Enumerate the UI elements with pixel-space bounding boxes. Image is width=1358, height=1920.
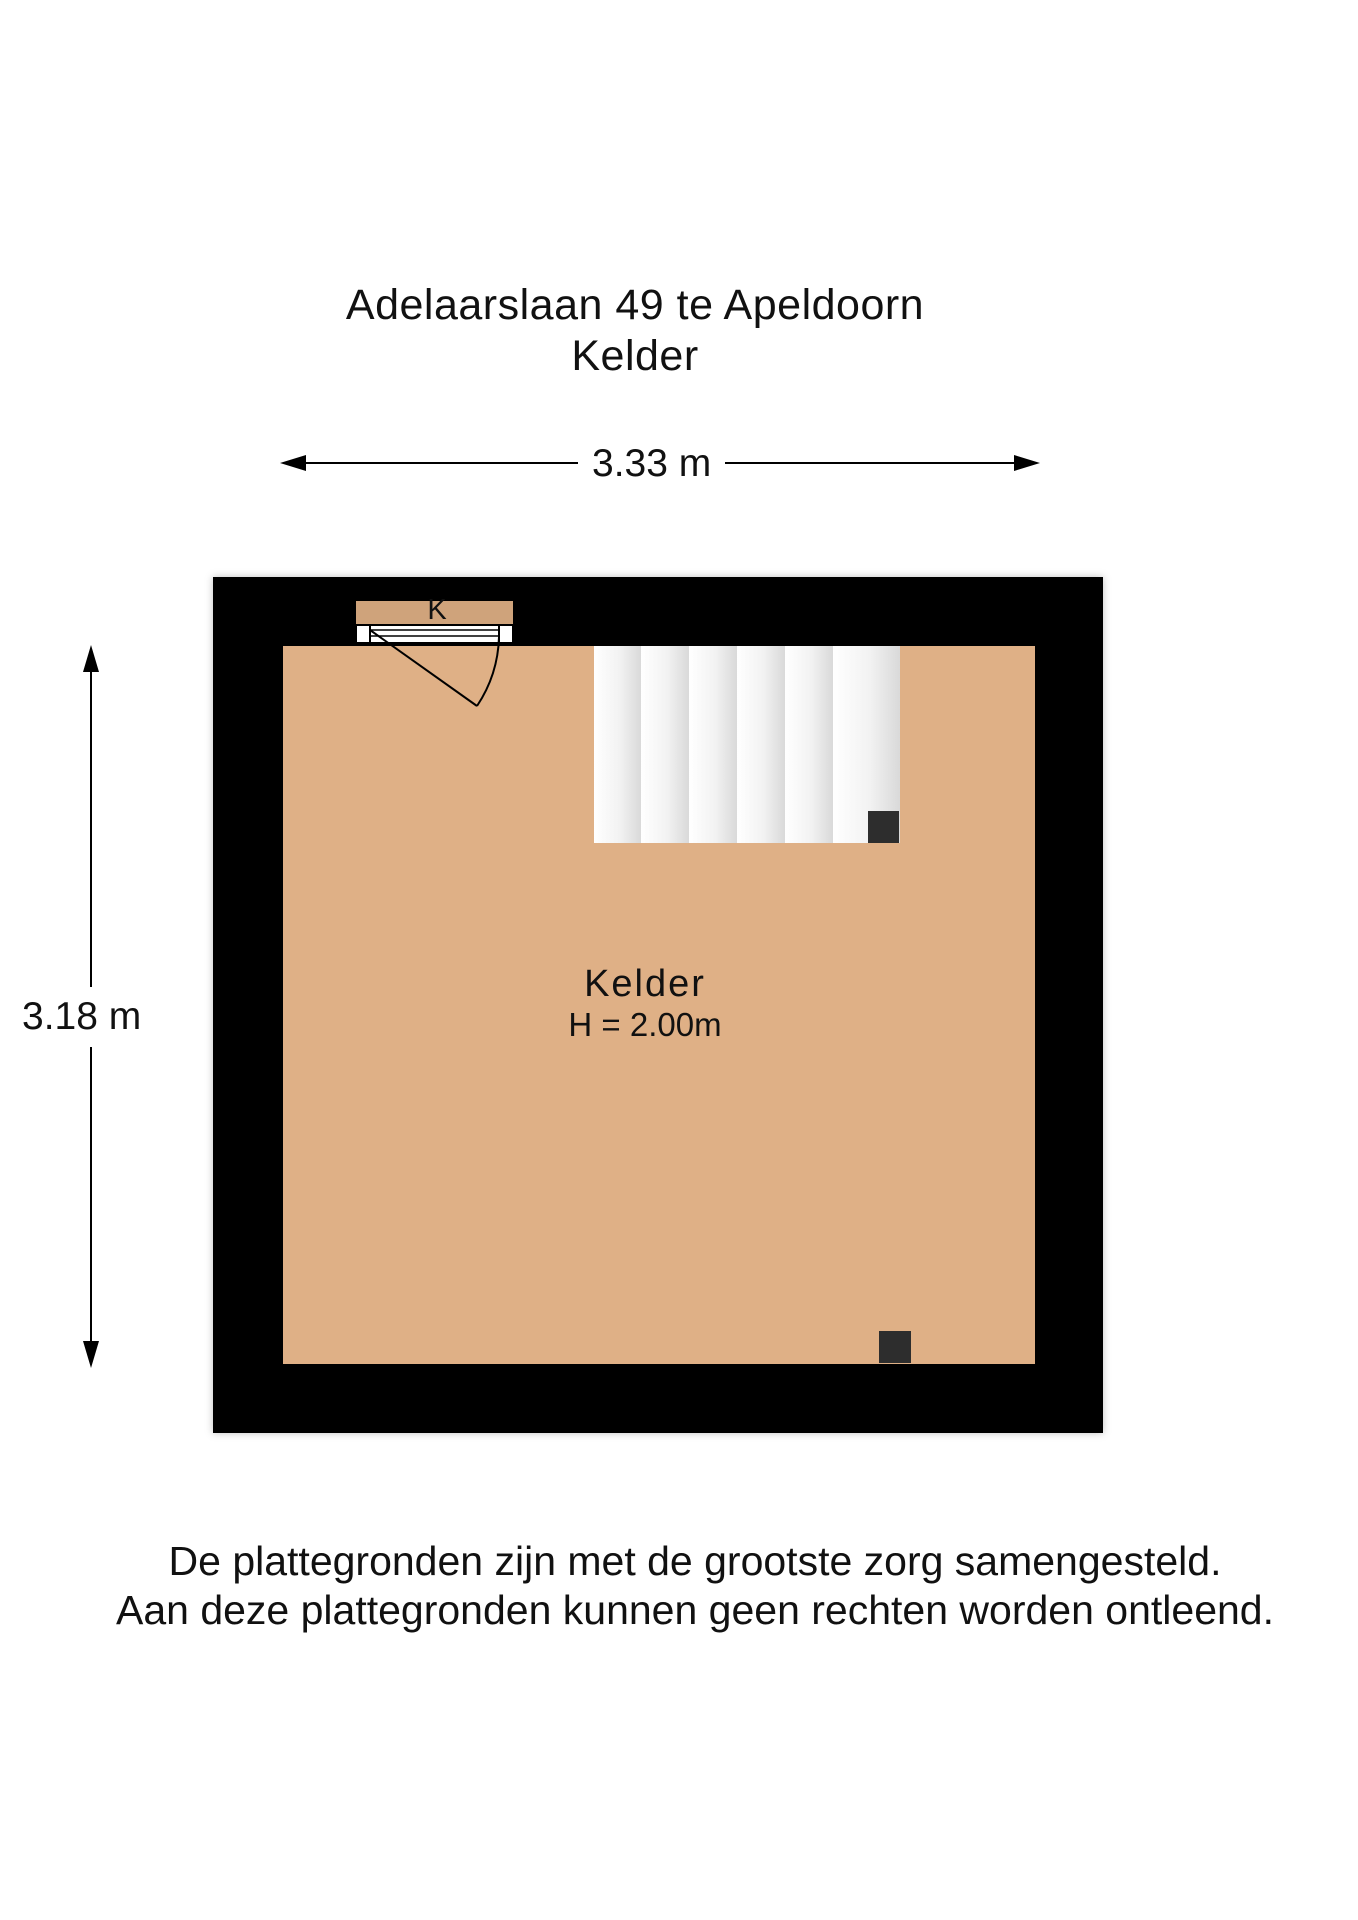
staircase-icon: [594, 646, 900, 843]
arrow-right-icon: [1014, 455, 1040, 471]
disclaimer-line-1: De plattegronden zijn met de grootste zorg samengesteld.: [168, 1538, 1222, 1584]
stair-step: [594, 646, 641, 843]
fixture-code-label: K: [427, 594, 447, 626]
room-name: Kelder: [584, 963, 706, 1005]
stair-post: [868, 811, 899, 843]
stair-step: [689, 646, 737, 843]
door-threshold: [356, 625, 513, 643]
width-dimension-label: 3.33 m: [578, 442, 725, 486]
pillar: [879, 1331, 911, 1363]
stair-step: [785, 646, 833, 843]
plan-title-floor: Kelder: [571, 332, 699, 380]
arrow-down-icon: [83, 1341, 99, 1368]
stair-step: [737, 646, 785, 843]
height-dimension-label: 3.18 m: [22, 987, 141, 1047]
stair-step: [641, 646, 689, 843]
plan-title-address: Adelaarslaan 49 te Apeldoorn: [345, 281, 925, 329]
arrow-left-icon: [280, 455, 306, 471]
arrow-up-icon: [83, 645, 99, 672]
disclaimer-line-2: Aan deze plattegronden kunnen geen rechten worden ontleend.: [115, 1587, 1274, 1633]
room-height: H = 2.00m: [568, 1006, 722, 1043]
